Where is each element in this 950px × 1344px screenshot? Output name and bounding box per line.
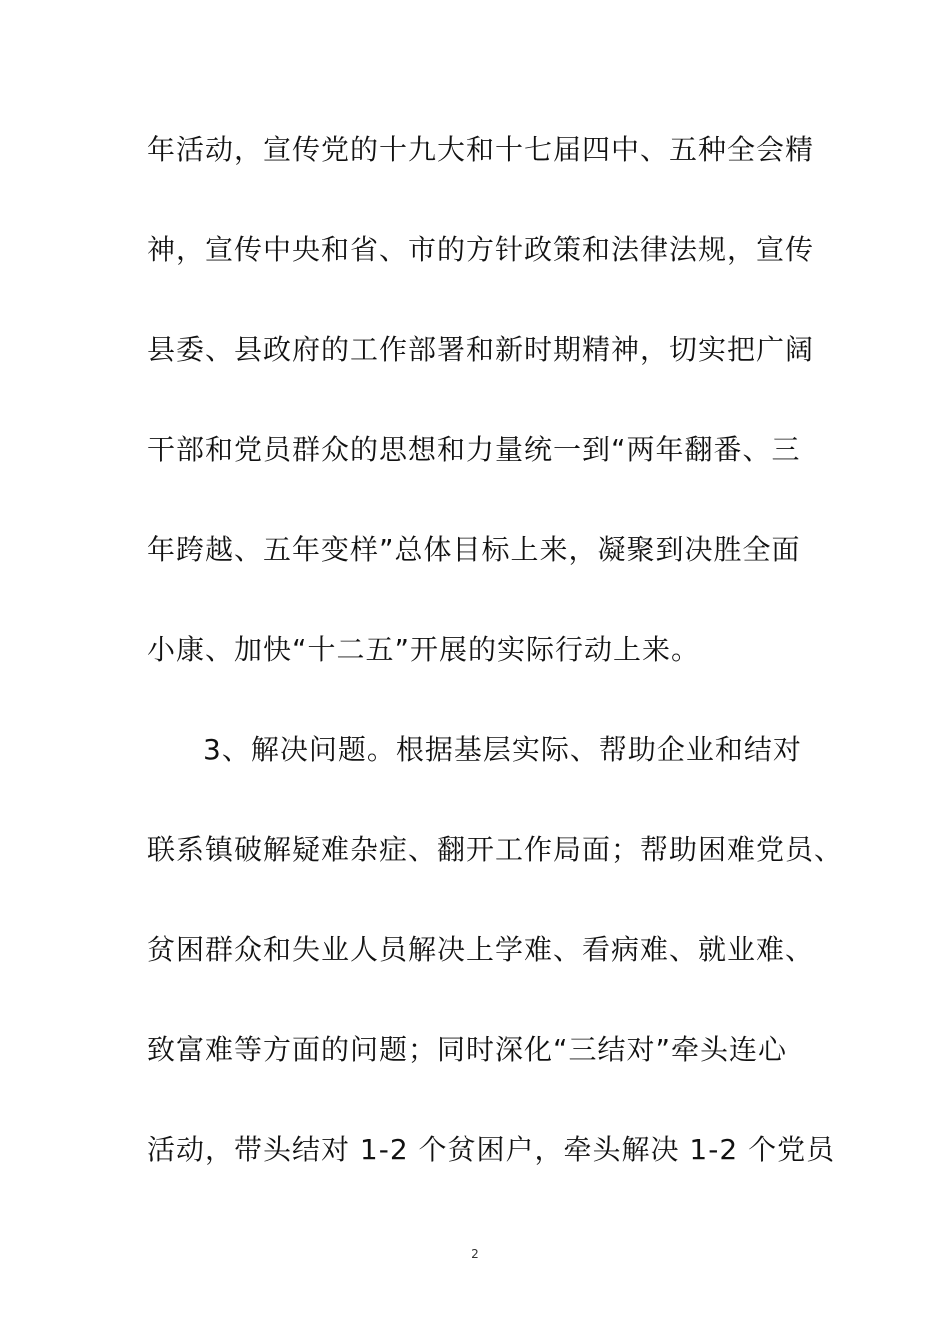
paragraph-3-first-line: 3、解决问题。根据基层实际、帮助企业和结对 bbox=[203, 733, 802, 766]
body-text-line-11: 活动，带头结对 1-2 个贫困户，牵头解决 1-2 个党员 bbox=[147, 1133, 836, 1166]
body-text-line-6: 小康、加快“十二五”开展的实际行动上来。 bbox=[147, 633, 701, 666]
body-text-line-9: 贫困群众和失业人员解决上学难、看病难、就业难、 bbox=[147, 933, 815, 966]
body-text-line-3: 县委、县政府的工作部署和新时期精神，切实把广阔 bbox=[147, 333, 815, 366]
body-text-line-1: 年活动，宣传党的十九大和十七届四中、五种全会精 bbox=[147, 133, 815, 166]
body-text-line-2: 神，宣传中央和省、市的方针政策和法律法规，宣传 bbox=[147, 233, 815, 266]
body-text-line-4: 干部和党员群众的思想和力量统一到“两年翻番、三 bbox=[147, 433, 801, 466]
body-text-line-10: 致富难等方面的问题；同时深化“三结对”牵头连心 bbox=[147, 1033, 788, 1066]
body-text-line-8: 联系镇破解疑难杂症、翻开工作局面；帮助困难党员、 bbox=[147, 833, 844, 866]
page-number: 2 bbox=[471, 1247, 479, 1261]
body-text-line-5: 年跨越、五年变样”总体目标上来，凝聚到决胜全面 bbox=[147, 533, 801, 566]
